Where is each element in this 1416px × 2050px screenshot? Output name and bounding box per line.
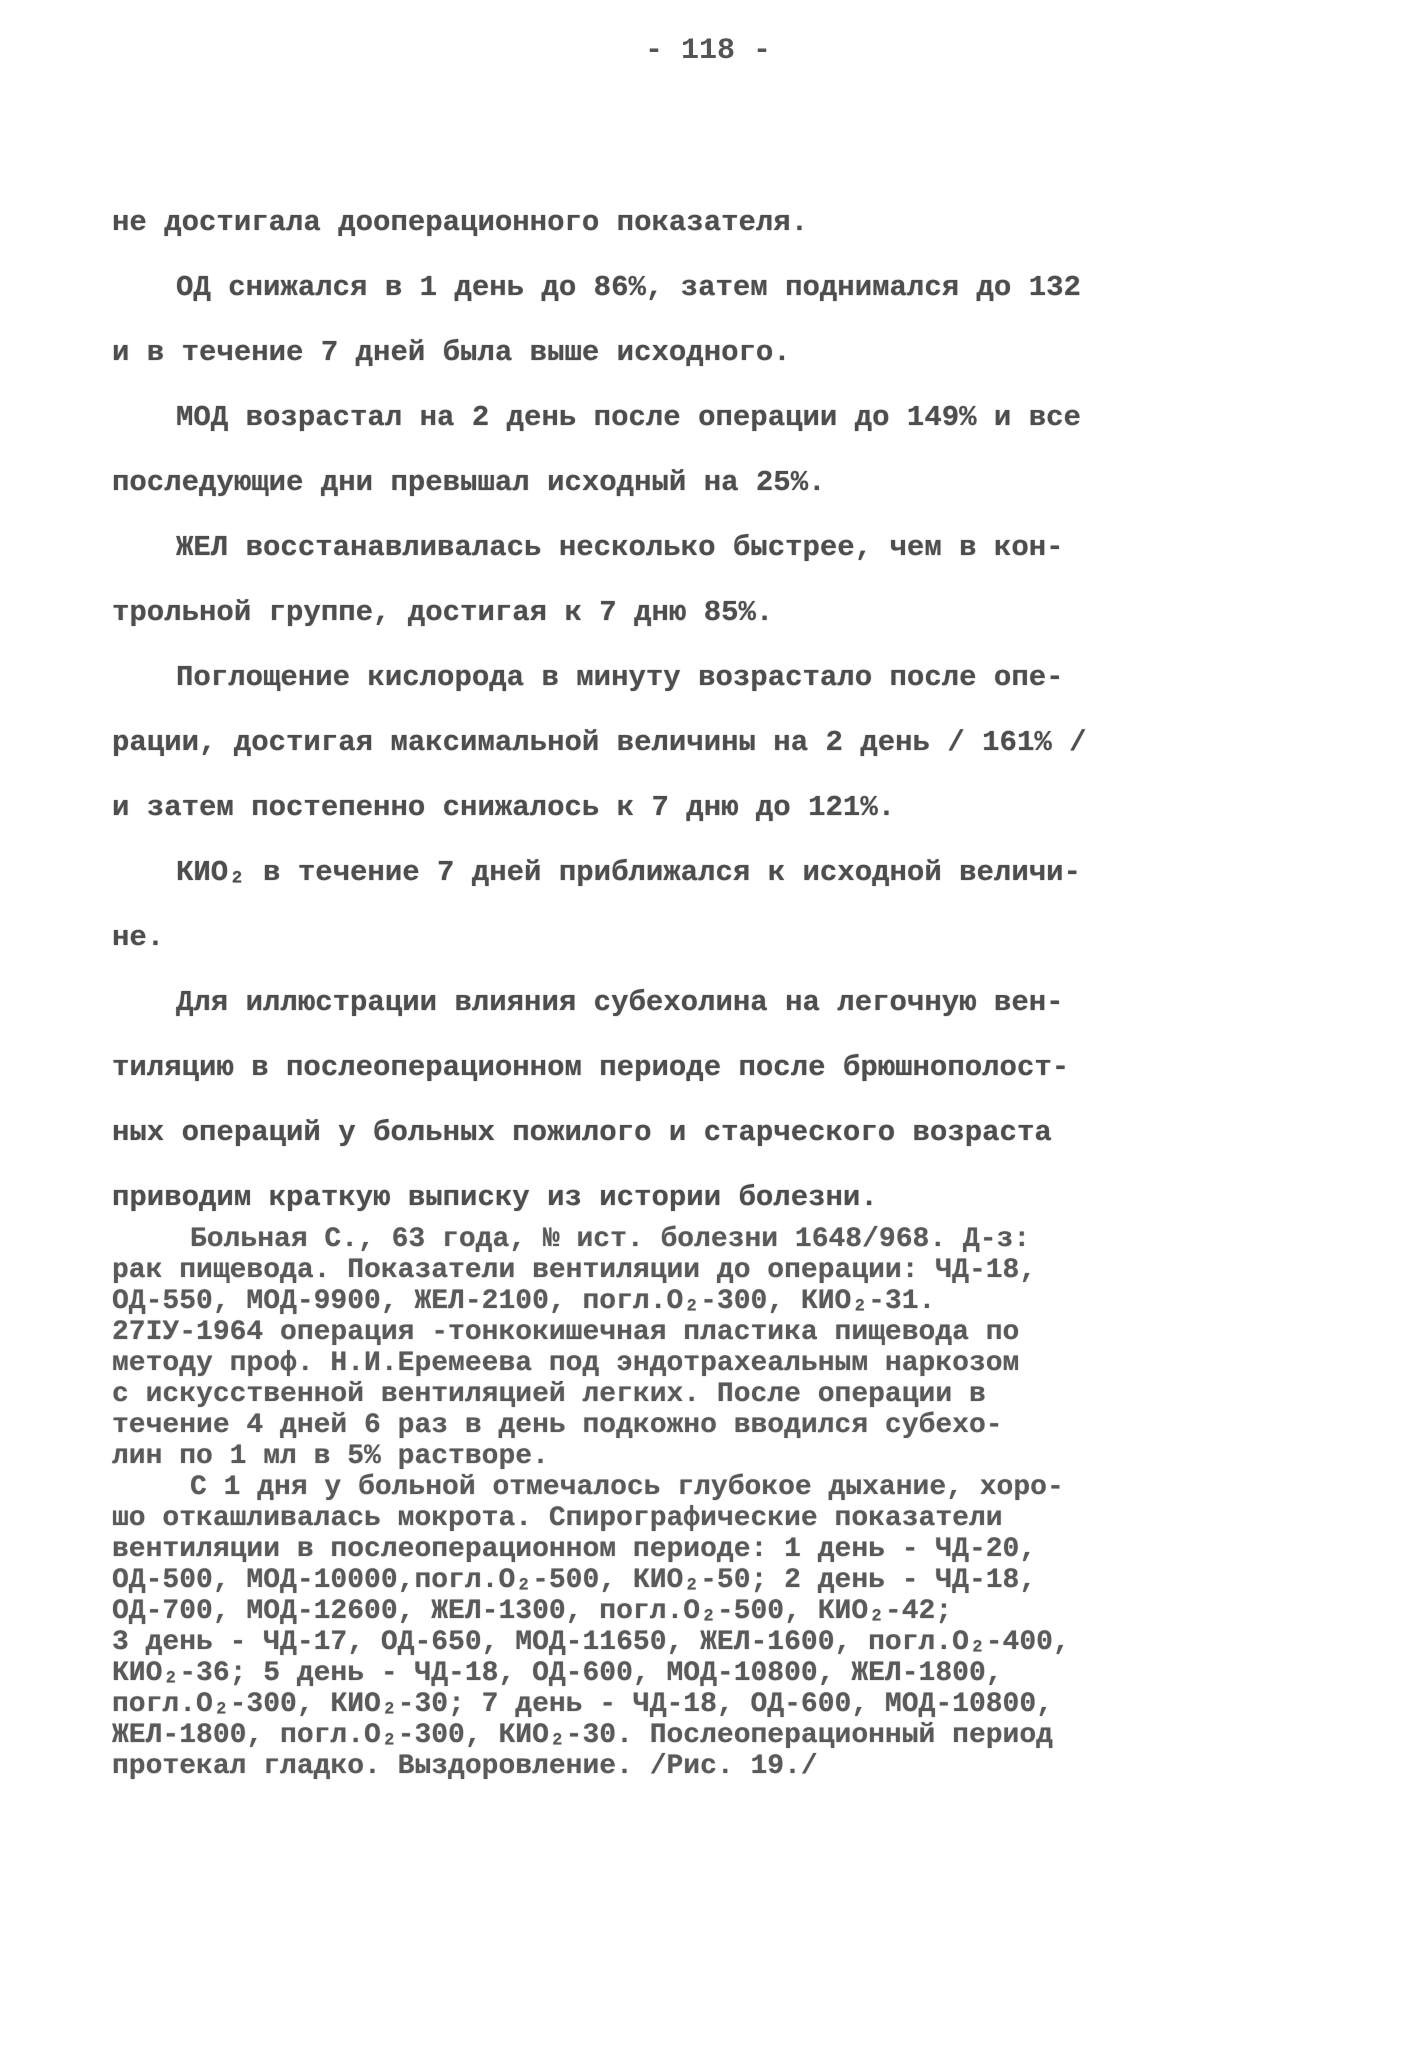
text-line: с искусственной вентиляцией легких. После операции в bbox=[112, 1379, 986, 1410]
paragraph bbox=[112, 840, 1312, 970]
page-number: - 118 - bbox=[644, 34, 772, 68]
text-line: 3 день - ЧД-17, ОД-650, МОД-11650, ЖЕЛ-1600, погл.О₂-400, bbox=[112, 1627, 1070, 1658]
text-line: ОД снижался в 1 день до 86%, затем поднимался до 132 bbox=[176, 271, 1081, 304]
text-line: погл.О₂-300, КИО₂-30; 7 день - ЧД-18, ОД-600, МОД-10800, bbox=[112, 1689, 1053, 1720]
paragraph bbox=[112, 515, 1312, 645]
text-line: вентиляции в послеоперационном периоде: 1 день - ЧД-20, bbox=[112, 1534, 1037, 1565]
text-line: не достигала дооперационного показателя. bbox=[112, 206, 809, 239]
text-line: 27IУ-1964 операция -тонкокишечная пластика пищевода по bbox=[112, 1317, 1020, 1348]
text-line: МОД возрастал на 2 день после операции до 149% и все bbox=[176, 401, 1081, 434]
text-line: шо откашливалась мокрота. Спирографические показатели bbox=[112, 1503, 1003, 1534]
text-line: ОД-550, МОД-9900, ЖЕЛ-2100, погл.О₂-300, КИО₂-31. bbox=[112, 1286, 936, 1317]
text-line: Для иллюстрации влияния субехолина на легочную вен- bbox=[176, 986, 1064, 1019]
text-line: лин по 1 мл в 5% растворе. bbox=[112, 1441, 549, 1472]
text-line: ОД-500, МОД-10000,погл.О₂-500, КИО₂-50; 2 день - ЧД-18, bbox=[112, 1565, 1037, 1596]
text-line: Больная С., 63 года, № ист. болезни 1648/968. Д-з: bbox=[190, 1224, 1031, 1255]
paragraph bbox=[112, 255, 1312, 385]
case-report-paragraph bbox=[112, 1224, 1302, 1472]
text-line: ЖЕЛ восстанавливалась несколько быстрее, чем в кон- bbox=[176, 531, 1064, 564]
text-line: ОД-700, МОД-12600, ЖЕЛ-1300, погл.О₂-500, КИО₂-42; bbox=[112, 1596, 953, 1627]
text-line: ных операций у больных пожилого и старческого возраста bbox=[112, 1116, 1052, 1149]
paragraph bbox=[112, 190, 1312, 255]
text-line: рации, достигая максимальной величины на 2 день / 161% / bbox=[112, 726, 1087, 759]
text-line: протекал гладко. Выздоровление. /Рис. 19./ bbox=[112, 1751, 818, 1782]
paragraph bbox=[112, 970, 1312, 1230]
text-line: КИО₂ в течение 7 дней приближался к исходной величи- bbox=[176, 856, 1081, 889]
text-line: не. bbox=[112, 921, 165, 954]
text-line: ЖЕЛ-1800, погл.О₂-300, КИО₂-30. Послеоперационный период bbox=[112, 1720, 1053, 1751]
text-line: последующие дни превышал исходный на 25%. bbox=[112, 466, 826, 499]
paragraph bbox=[112, 645, 1312, 840]
text-line: и в течение 7 дней была выше исходного. bbox=[112, 336, 791, 369]
text-line: методу проф. Н.И.Еремеева под эндотрахеальным наркозом bbox=[112, 1348, 1020, 1379]
text-line: рак пищевода. Показатели вентиляции до операции: ЧД-18, bbox=[112, 1255, 1037, 1286]
text-line: КИО₂-36; 5 день - ЧД-18, ОД-600, МОД-10800, ЖЕЛ-1800, bbox=[112, 1658, 1003, 1689]
case-report bbox=[112, 1224, 1302, 1782]
text-line: трольной группе, достигая к 7 дню 85%. bbox=[112, 596, 774, 629]
text-line: Поглощение кислорода в минуту возрастало после опе- bbox=[176, 661, 1064, 694]
paragraph bbox=[112, 385, 1312, 515]
text-line: и затем постепенно снижалось к 7 дню до 121%. bbox=[112, 791, 896, 824]
text-line: приводим краткую выписку из истории болезни. bbox=[112, 1181, 878, 1214]
text-line: течение 4 дней 6 раз в день подкожно вводился субехо- bbox=[112, 1410, 1003, 1441]
case-report-paragraph bbox=[112, 1472, 1302, 1782]
text-line: С 1 дня у больной отмечалось глубокое дыхание, хоро- bbox=[190, 1472, 1064, 1503]
text-line: тиляцию в послеоперационном периоде после брюшнополост- bbox=[112, 1051, 1070, 1084]
body-text bbox=[112, 190, 1312, 1230]
